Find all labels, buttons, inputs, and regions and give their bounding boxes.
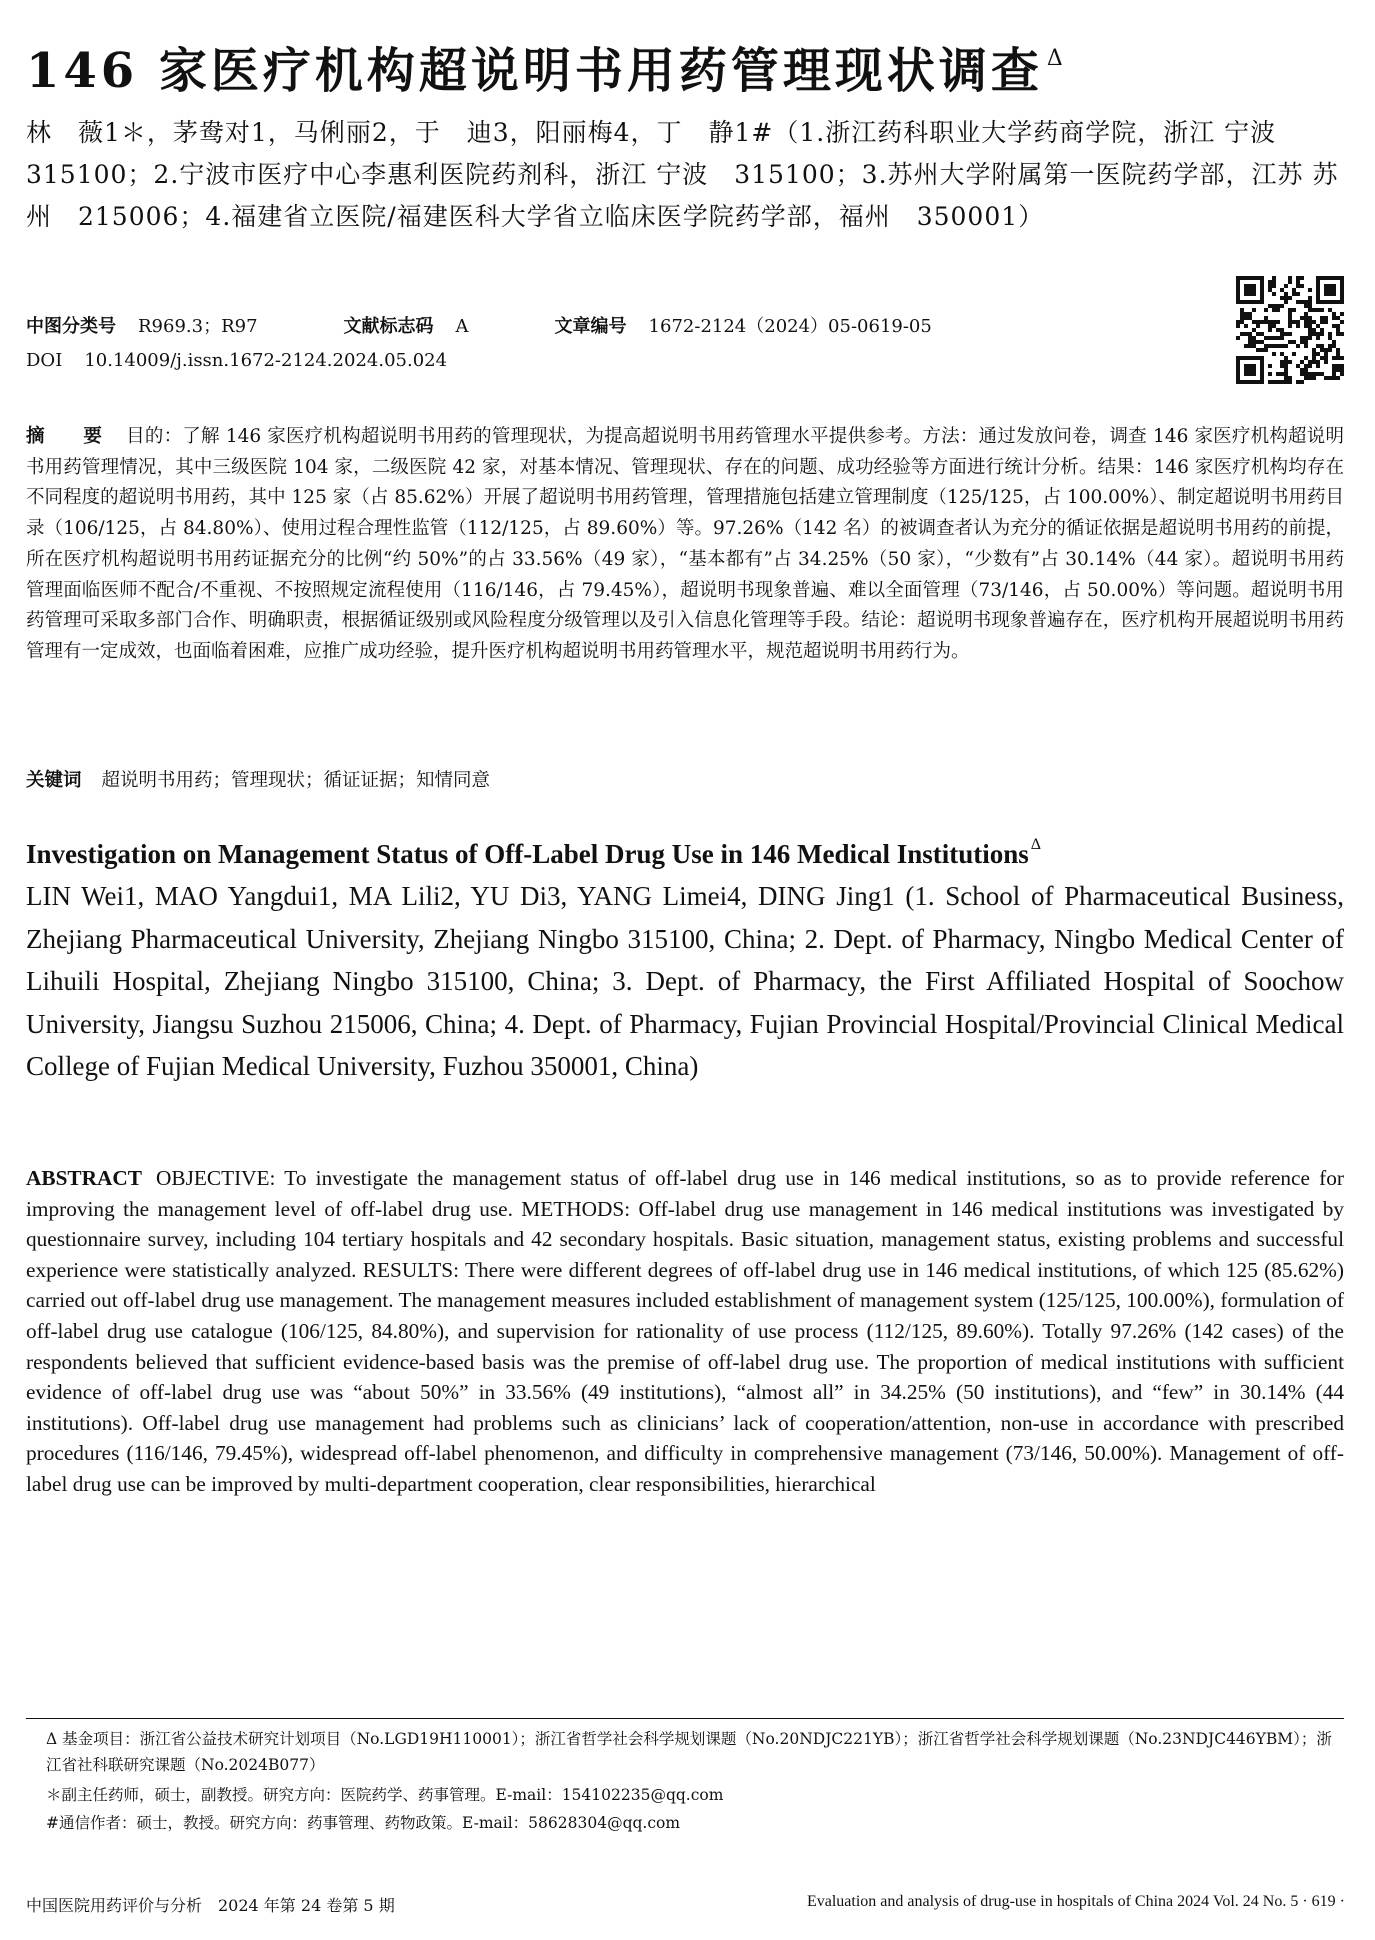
author-affiliations-en: LIN Wei1, MAO Yangdui1, MA Lili2, YU Di3, YANG Limei4, DING Jing1 (1. School of Pharmaceutical Business, Zhejiang Pharmaceutical University, Zhejiang Ningbo 315100, China; 2. Dept. of Pharmacy, Ningbo Medical Center of Lihuili Hospital, Zhejiang Ningbo 315100, China; 3. Dept. of Pharmacy, the First Affiliated Hospital of Soochow University, Jiangsu Suzhou 215006, China; 4. Dept. of Pharmacy, Fujian Provincial Hospital/Provincial Clinical Medical College of Fujian Medical University, Fuzhou 350001, China)	[26, 881, 1344, 1081]
title-fund-mark: Δ	[1046, 46, 1067, 71]
article-title-en: Investigation on Management Status of Off-Label Drug Use in 146 Medical Institutions $^\Delta$	[26, 836, 1042, 869]
doi-line	[26, 350, 1206, 371]
clc-label: 中图分类号	[26, 316, 116, 337]
article-number-label: 文章编号	[554, 316, 627, 337]
abstract-cn	[26, 422, 1344, 668]
journal-footer-en: Evaluation and analysis of drug-use in hospitals of China 2024 Vol. 24 No. 5 · 619 ·	[806, 1893, 1345, 1910]
footnote-corresponding-author: #通信作者：硕士，教授。研究方向：药事管理、药物政策。E-mail：58628304@qq.com	[46, 1814, 681, 1832]
keywords-cn-label: 关键词	[26, 770, 82, 791]
abstract-en-label: ABSTRACT	[26, 1166, 142, 1190]
qr-code-icon	[1236, 276, 1344, 384]
footnote-first-author: ＊副主任药师，硕士，副教授。研究方向：医院药学、药事管理。E-mail：154102235@qq.com	[46, 1786, 724, 1804]
abstract-cn-label: 摘 要	[26, 426, 113, 447]
keywords-cn-text: 超说明书用药；管理现状；循证证据；知情同意	[101, 770, 491, 791]
journal-footer-cn: 中国医院用药评价与分析 2024 年第 24 卷第 5 期	[26, 1896, 395, 1915]
clc-value: R969.3；R97	[138, 316, 258, 337]
title-en-fund-mark: Δ	[1030, 836, 1042, 853]
abstract-en-text: OBJECTIVE: To investigate the management status of off-label drug use in 146 medical institutions, so as to provide reference for improving the management level of off-label drug use. METHODS: Off-label drug use management in 146 medical institutions was investigated by questionnaire survey, including 104 tertiary hospitals and 42 secondary hospitals. Basic situation, management status, existing problems and successful experience were statistically analyzed. RESULTS: There were different degrees of off-label drug use in 146 medical institutions, of which 125 (85.62%) carried out off-label drug use management. The management measures included establishment of management system (125/125, 100.00%), formulation of off-label drug use catalogue (106/125, 84.80%), and supervision for rationality of use process (112/125, 89.60%). Totally 97.26% (142 cases) of the respondents believed that sufficient evidence-based basis was the premise of off-label drug use. The proportion of medical institutions with sufficient evidence of off-label drug use was “about 50%” in 33.56% (49 institutions), “almost all” in 34.25% (50 institutions), and “few” in 30.14% (44 institutions). Off-label drug use management had problems such as clinicians’ lack of cooperation/attention, non-use in accordance with prescribed procedures (116/146, 79.45%), widespread off-label phenomenon, and difficulty in comprehensive management (73/146, 50.00%). Management of off-label drug use can be improved by multi-department cooperation, clear responsibilities, hierarchical	[26, 1166, 1344, 1496]
article-title: 146 家医疗机构超说明书用药管理现状调查 $^\Delta$	[26, 43, 1067, 99]
doi-value: 10.14009/j.issn.1672-2124.2024.05.024	[84, 350, 448, 371]
author-affiliations-cn: 林 薇1＊，茅鸯对1，马俐丽2，于 迪3，阳丽梅4，丁 静1#（1.浙江药科职业大学药商学院，浙江 宁波 315100；2.宁波市医疗中心李惠利医院药剂科，浙江 宁波 315100；3.苏州大学附属第一医院药学部，江苏 苏州 215006；4.福建省立医院/福建医科大学省立临床医学院药学部，福州 350001）	[26, 118, 1339, 231]
footnote-fund: Δ 基金项目：浙江省公益技术研究计划项目（No.LGD19H110001）；浙江省哲学社会科学规划课题（No.20NDJC221YB）；浙江省哲学社会科学规划课题（No.23NDJC446YBM）；浙江省社科联研究课题（No.2024B077）	[46, 1730, 1332, 1774]
doc-code-label: 文献标志码	[343, 316, 434, 337]
doi-label: DOI	[26, 350, 63, 371]
keywords-cn	[26, 766, 1344, 792]
doc-code-value: A	[455, 316, 469, 337]
footnote-divider	[26, 1718, 1344, 1719]
abstract-en	[26, 1163, 1344, 1500]
classification-line	[26, 312, 1206, 338]
article-number-value: 1672-2124（2024）05-0619-05	[648, 316, 932, 337]
abstract-cn-text: 目的：了解 146 家医疗机构超说明书用药的管理现状，为提高超说明书用药管理水平提供参考。方法：通过发放问卷，调查 146 家医疗机构超说明书用药管理情况，其中三级医院 104 家，二级医院 42 家，对基本情况、管理现状、存在的问题、成功经验等方面进行统计分析。结果：146 家医疗机构均存在不同程度的超说明书用药，其中 125 家（占 85.62%）开展了超说明书用药管理，管理措施包括建立管理制度（125/125，占 100.00%）、制定超说明书用药目录（106/125，占 84.80%）、使用过程合理性监管（112/125，占 89.60%）等。97.26%（142 名）的被调查者认为充分的循证依据是超说明书用药的前提，所在医疗机构超说明书用药证据充分的比例“约 50%”的占 33.56%（49 家），“基本都有”占 34.25%（50 家），“少数有”占 30.14%（44 家）。超说明书用药管理面临医师不配合/不重视、不按照规定流程使用（116/146，占 79.45%），超说明书现象普遍、难以全面管理（73/146，占 50.00%）等问题。超说明书用药管理可采取多部门合作、明确职责，根据循证级别或风险程度分级管理以及引入信息化管理等手段。结论：超说明书现象普遍存在，医疗机构开展超说明书用药管理有一定成效，也面临着困难，应推广成功经验，提升医疗机构超说明书用药管理水平，规范超说明书用药行为。	[26, 426, 1344, 662]
